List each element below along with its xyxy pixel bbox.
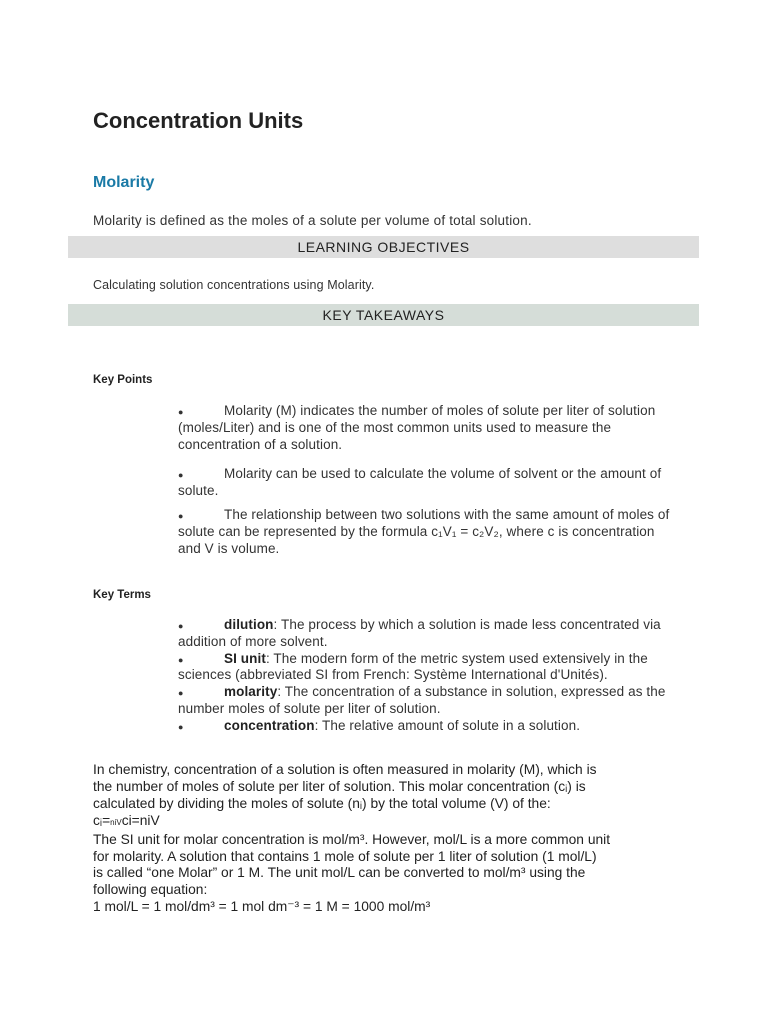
key-point-text: The relationship between two solutions with the same amount of moles of solute can be represented by the formula c₁V₁ = c₂V₂, where c is concentration and V is volume. [178, 506, 670, 556]
body-line: the number of moles of solute per liter of solution. This molar concentration (cᵢ) is [93, 778, 586, 794]
key-points-heading: Key Points [93, 374, 153, 386]
learning-objective-text: Calculating solution concentrations using Molarity. [93, 278, 375, 292]
bullet-icon: ● [178, 621, 184, 631]
conversion-equation: 1 mol/L = 1 mol/dm³ = 1 mol dm⁻³ = 1 M = 1000 mol/m³ [93, 899, 431, 915]
bullet-icon: ● [178, 407, 184, 417]
bullet-icon: ● [178, 688, 184, 699]
list-item [178, 684, 678, 718]
formula-prefix: cᵢ= [93, 812, 111, 828]
term-definition: : The modern form of the metric system used extensively in the sciences (abbreviated SI from French: Système International d'Unités). [178, 650, 648, 683]
section-heading-molarity: Molarity [93, 174, 155, 191]
term-definition: : The process by which a solution is made less concentrated via addition of more solvent. [178, 617, 661, 649]
body-line: calculated by dividing the moles of solute (nᵢ) by the total volume (V) of the: [93, 795, 551, 811]
key-point-text: Molarity (M) indicates the number of moles of solute per liter of solution (moles/Liter) and is one of the most common units used to measure the concentration of a solution. [178, 403, 656, 452]
body-line: The SI unit for molar concentration is mol/m³. However, mol/L is a more common unit [93, 831, 611, 847]
page-title: Concentration Units [93, 108, 304, 133]
bullet-icon: ● [178, 510, 184, 521]
learning-objectives-banner: LEARNING OBJECTIVES [68, 236, 699, 258]
body-paragraphs [93, 762, 683, 916]
formula-fraction: niV [110, 817, 122, 827]
list-item [178, 617, 678, 651]
bullet-icon: ● [178, 721, 184, 732]
intro-paragraph: Molarity is defined as the moles of a solute per volume of total solution. [93, 213, 532, 228]
body-line: is called “one Molar” or 1 M. The unit mol/L can be converted to mol/m³ using the [93, 865, 586, 881]
list-item [178, 651, 678, 685]
term-name: molarity [224, 684, 278, 700]
bullet-icon: ● [178, 470, 184, 481]
term-name: concentration [224, 717, 315, 733]
term-definition: : The relative amount of solute in a solution. [314, 717, 581, 733]
key-terms-heading: Key Terms [93, 589, 151, 601]
term-name: SI unit [224, 650, 266, 666]
list-item [178, 403, 678, 453]
key-point-text: Molarity can be used to calculate the volume of solvent or the amount of solute. [178, 466, 662, 499]
key-takeaways-banner: KEY TAKEAWAYS [68, 304, 699, 326]
key-terms-list [178, 617, 678, 735]
body-line: following equation: [93, 882, 208, 898]
molarity-formula [93, 813, 683, 832]
body-line: In chemistry, concentration of a solution is often measured in molarity (M), which is [93, 762, 597, 777]
term-name: dilution [224, 617, 274, 632]
key-points-list [178, 403, 678, 570]
formula-inline: ci=niV [121, 812, 160, 828]
list-item [178, 507, 678, 557]
body-line: for molarity. A solution that contains 1 mole of solute per 1 liter of solution (1 mol/L) [93, 848, 597, 864]
bullet-icon: ● [178, 654, 184, 665]
term-definition: : The concentration of a substance in solution, expressed as the number moles of solute per liter of solution. [178, 684, 666, 716]
list-item [178, 718, 678, 735]
list-item [178, 466, 678, 500]
